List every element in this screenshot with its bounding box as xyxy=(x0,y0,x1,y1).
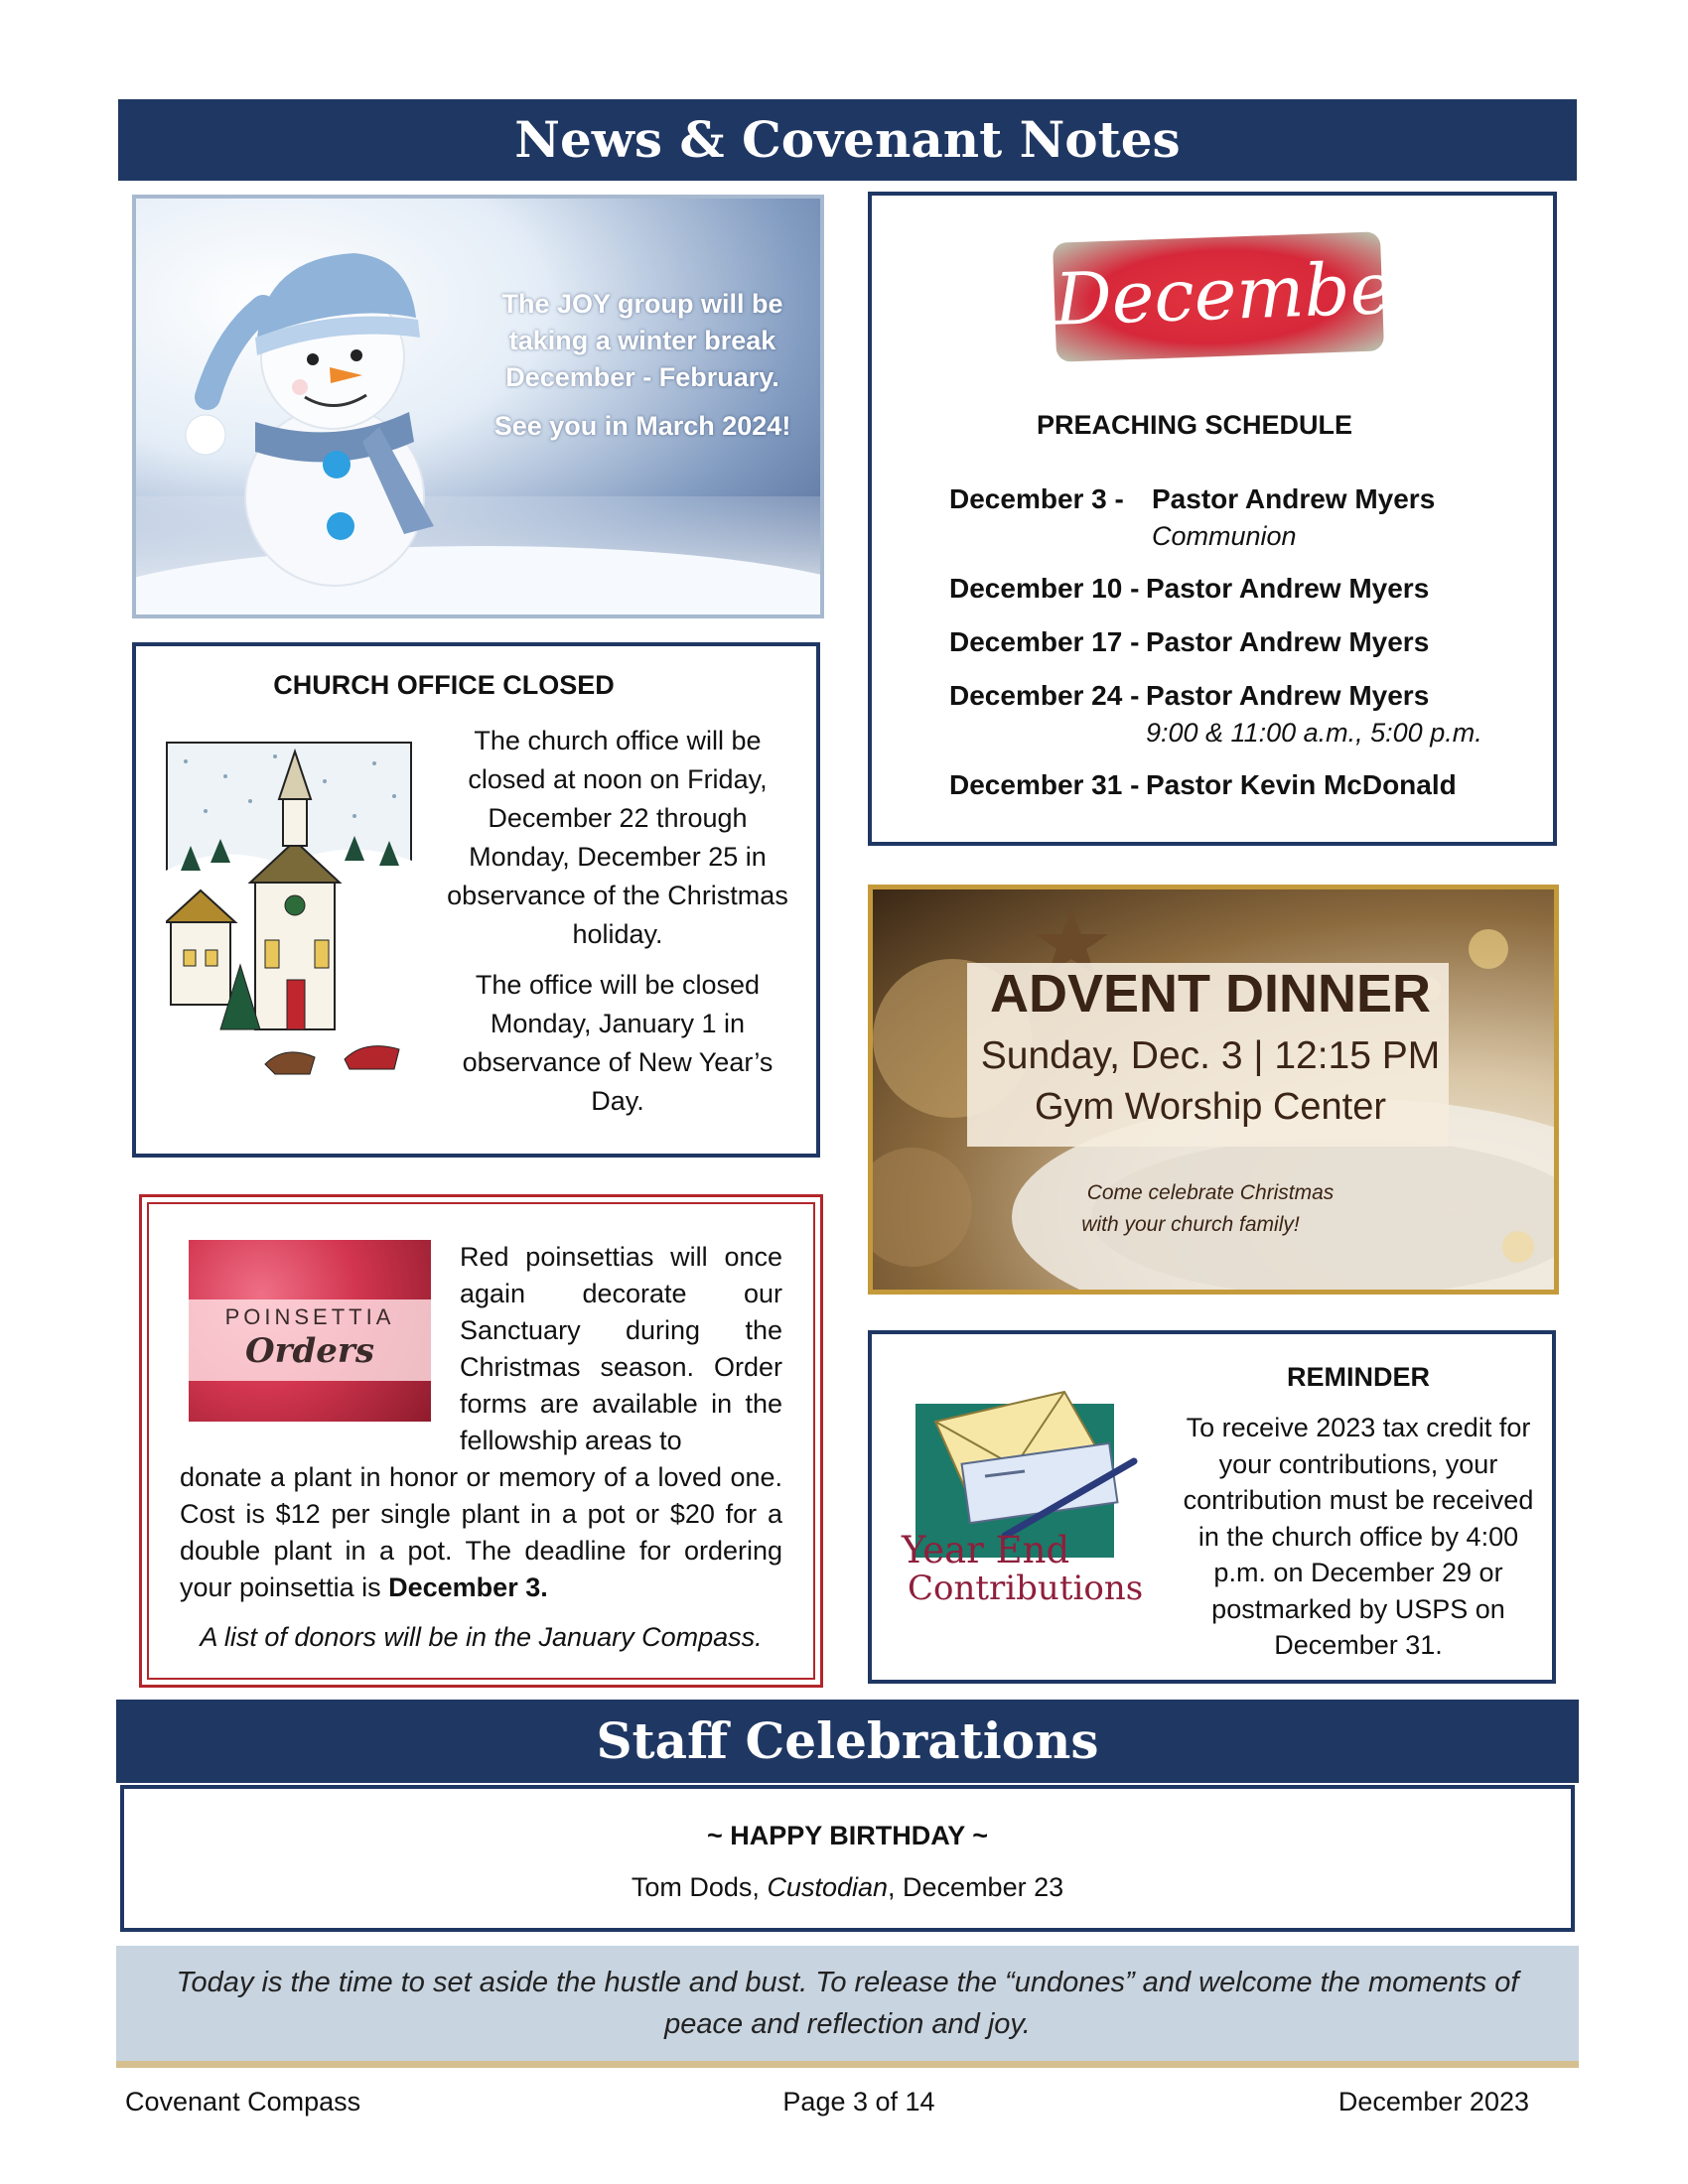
birthday-role: Custodian xyxy=(767,1872,889,1902)
schedule-row xyxy=(949,680,1429,712)
poinsettia-image-line-2: Orders xyxy=(245,1331,374,1371)
footer-page-number: Page 3 of 14 xyxy=(782,2087,935,2116)
quote-line-1: Today is the time to set aside the hustle and bust. To release the “undones” and welcome the moments of xyxy=(176,1967,1519,1998)
birthday-date: , December 23 xyxy=(888,1872,1064,1902)
schedule-date: December 31 - xyxy=(949,769,1140,800)
december-logo xyxy=(1053,231,1428,361)
december-logo-text: December xyxy=(1053,244,1428,341)
schedule-pastor: Pastor Andrew Myers xyxy=(1146,573,1430,604)
quote-box xyxy=(116,1946,1579,2061)
joy-line-1: The JOY group will be xyxy=(501,289,783,319)
poinsettia-body xyxy=(180,1459,782,1606)
birthday-card xyxy=(120,1785,1575,1932)
schedule-row xyxy=(949,769,1457,801)
footer-left: Covenant Compass xyxy=(125,2087,361,2116)
reminder-image-line-1: Year End xyxy=(902,1529,1070,1571)
church-illustration xyxy=(166,742,412,1109)
joy-line-2: taking a winter break xyxy=(508,326,776,355)
schedule-pastor: Pastor Andrew Myers xyxy=(1146,626,1430,657)
joy-group-card xyxy=(132,195,824,618)
schedule-pastor: Pastor Andrew Myers xyxy=(1152,483,1436,514)
schedule-date: December 3 - xyxy=(949,483,1124,514)
schedule-pastor: Pastor Andrew Myers xyxy=(1146,680,1430,711)
office-heading: CHURCH OFFICE CLOSED xyxy=(273,670,615,700)
footer-right: December 2023 xyxy=(1337,2087,1529,2116)
birthday-line xyxy=(124,1872,1571,1903)
office-text xyxy=(434,722,801,1121)
schedule-title: PREACHING SCHEDULE xyxy=(1036,410,1353,440)
birthday-name: Tom Dods, xyxy=(631,1872,760,1902)
joy-line-3: December - February. xyxy=(505,362,779,392)
poinsettia-image-line-1: POINSETTIA xyxy=(224,1304,395,1329)
advent-where: Gym Worship Center xyxy=(1034,1086,1387,1128)
schedule-row xyxy=(949,573,1429,605)
advent-tagline-1: Come celebrate Christmas xyxy=(1086,1181,1335,1204)
joy-group-message xyxy=(464,286,821,445)
advent-title: ADVENT DINNER xyxy=(989,964,1432,1024)
schedule-row xyxy=(949,626,1429,658)
reminder-text: To receive 2023 tax credit for your contributions, your contribution must be received in the church office by 4:00 p.m. on December 29 or postmarked by USPS on December 31. xyxy=(1183,1413,1534,1660)
staff-banner xyxy=(116,1700,1579,1783)
reminder-heading: REMINDER xyxy=(1286,1362,1430,1392)
office-closed-card xyxy=(132,642,820,1158)
news-banner xyxy=(118,99,1577,181)
advent-when: Sunday, Dec. 3 | 12:15 PM xyxy=(980,1034,1441,1077)
joy-line-4: See you in March 2024! xyxy=(493,411,791,441)
birthday-heading: ~ HAPPY BIRTHDAY ~ xyxy=(706,1821,989,1850)
december-card xyxy=(868,192,1557,846)
quote-rule xyxy=(116,2061,1579,2068)
schedule-date: December 24 - xyxy=(949,680,1140,711)
schedule-pastor: Pastor Kevin McDonald xyxy=(1146,769,1457,800)
staff-banner-title: Staff Celebrations xyxy=(596,1711,1099,1770)
schedule-row xyxy=(949,483,1435,515)
schedule-date: December 10 - xyxy=(949,573,1140,604)
reminder-card xyxy=(868,1330,1556,1684)
office-para-1: The church office will be closed at noon on Friday, December 22 through Monday, December 25 in observance of the Christmas holiday. xyxy=(447,726,788,949)
advent-dinner-card xyxy=(868,885,1559,1295)
poinsettia-image xyxy=(189,1240,431,1422)
reminder-image-line-2: Contributions xyxy=(908,1569,1144,1608)
schedule-date: December 17 - xyxy=(949,626,1140,657)
schedule-note: Communion xyxy=(1152,521,1297,551)
quote-line-2: peace and reflection and joy. xyxy=(664,2008,1031,2040)
news-banner-title: News & Covenant Notes xyxy=(514,110,1181,169)
poinsettia-deadline: December 3. xyxy=(388,1572,548,1602)
office-para-2: The office will be closed Monday, January 1 in observance of New Year’s Day. xyxy=(462,970,774,1116)
advent-tagline-2: with your church family! xyxy=(1081,1213,1300,1236)
poinsettia-note: A list of donors will be in the January Compass. xyxy=(200,1622,763,1652)
schedule-note: 9:00 & 11:00 a.m., 5:00 p.m. xyxy=(1146,718,1482,748)
poinsettia-rest-text: donate a plant in honor or memory of a loved one. Cost is $12 per single plant in a pot or $20 for a double plant in a pot. The deadline for ordering your poinsettia is xyxy=(180,1462,782,1602)
poinsettia-card xyxy=(139,1194,823,1688)
poinsettia-lead-text: Red poinsettias will once again decorate our Sanctuary during the Christmas season. Order forms are available in the fellowship areas to xyxy=(460,1242,782,1455)
